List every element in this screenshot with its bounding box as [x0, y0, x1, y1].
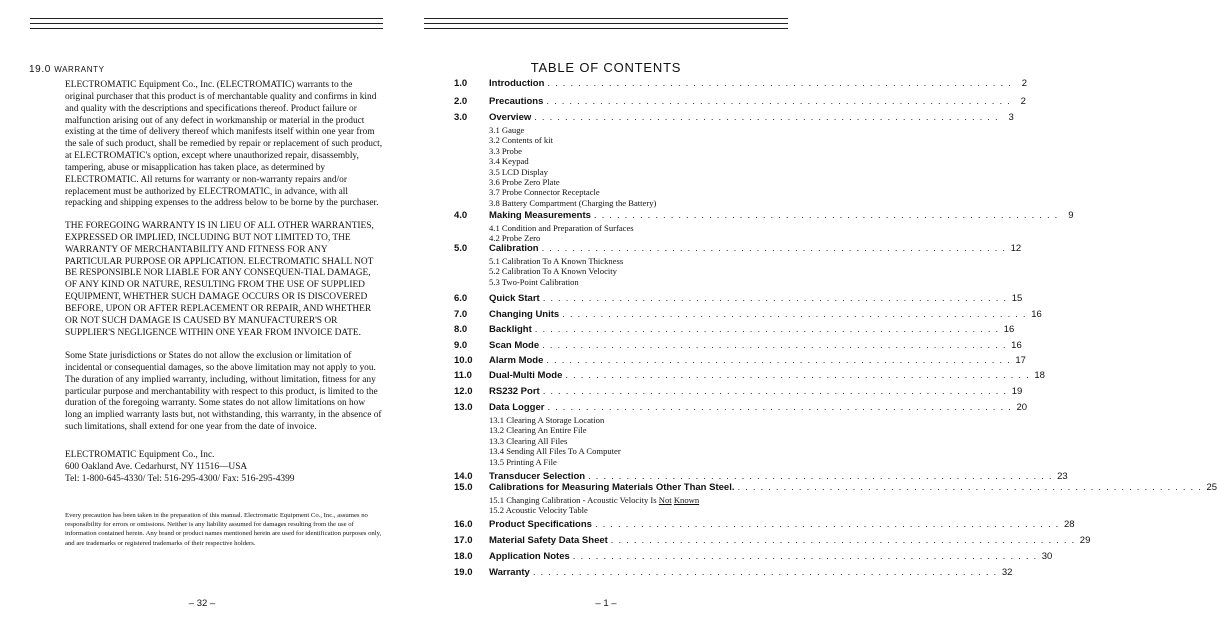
toc-entry-number: 19.0: [454, 567, 473, 578]
toc-heading: TABLE OF CONTENTS: [530, 60, 682, 75]
toc-subentries: [489, 125, 769, 208]
top-rule-2: [30, 23, 383, 24]
toc-entry-page: 19: [1011, 386, 1023, 397]
disclaimer-footnote: Every precaution has been taken in the preparation of this manual. Electromatic Equipment Co., Inc., assumes no responsibility for errors or omissions. Neither is any liability assumed for damages resulting from the use of information contained herein. Any brand or product names mentioned herein are used for identification purposes only, and are trademarks or registered trademarks of their respective holders.: [65, 512, 382, 547]
toc-subentry[interactable]: 3.8 Battery Compartment (Charging the Battery): [489, 197, 657, 208]
left-page: [0, 0, 404, 623]
toc-entry-number: 3.0: [454, 112, 468, 123]
toc-entry-number: 12.0: [454, 386, 473, 397]
toc-entry[interactable]: [454, 209, 1074, 222]
toc-leader-dots: . . . . . . . . . . . . . . . . . . . . . . . . . . . . . . . . . . . . . . . . . . . . . . . . . . . . . . . . . . . . .: [593, 210, 1059, 221]
warranty-section-title: WARRANTY: [54, 65, 105, 74]
toc-leader-dots: . . . . . . . . . . . . . . . . . . . . . . . . . . . . . . . . . . . . . . . . . . . . . . . . . . . . . . . . . . . . .: [610, 535, 1076, 546]
toc-entry-title: Transducer Selection: [489, 471, 586, 482]
toc-entry-number: 7.0: [454, 309, 468, 320]
toc-entry-title: RS232 Port: [489, 386, 540, 397]
toc-entry-page: 16: [1003, 324, 1015, 335]
toc-leader-dots: . . . . . . . . . . . . . . . . . . . . . . . . . . . . . . . . . . . . . . . . . . . . . . . . . . . . . . . . . . . . .: [588, 471, 1053, 482]
toc-entry-number: 10.0: [454, 355, 473, 366]
toc-entry-page: 16: [1031, 309, 1042, 320]
toc-entry[interactable]: [454, 566, 1013, 579]
toc-entry-number: 17.0: [454, 535, 473, 546]
warranty-paragraph-1: [65, 80, 383, 210]
toc-entry-title: Calibration: [489, 243, 539, 254]
address-line-2: 600 Oakland Ave. Cedarhurst, NY 11516—USA: [65, 461, 248, 472]
right-page: [404, 0, 1217, 623]
toc-entry-number: 8.0: [454, 324, 468, 335]
top-rule-1: [424, 18, 788, 19]
toc-entry-title: Warranty: [489, 567, 530, 578]
toc-entry-page: 23: [1057, 471, 1068, 482]
toc-subentries: [489, 495, 769, 516]
toc-entry-number: 18.0: [454, 551, 473, 562]
top-rule-2: [424, 23, 788, 24]
top-rule-1: [30, 18, 383, 19]
toc-subentry[interactable]: 15.1 Changing Calibration - Acoustic Velocity Is Not Known: [489, 495, 700, 505]
toc-leader-dots: . . . . . . . . . . . . . . . . . . . . . . . . . . . . . . . . . . . . . . . . . . . . . . . . . . . . . . . . . . . . .: [542, 293, 1008, 304]
warranty-text-3: Some State jurisdictions or States do not allow the exclusion or limitation of incidental or consequential damages, so the above limitation may not apply to you. The duration of any implied warranty, including, without limitation, fitness for any particular purpose and merchantability with respect to this product, is limited to the duration of the foregoing warranty. Some states do not allow limitations on how long an implied warranty lasts but, not withstanding, this warranty, in the absence of such limitations, shall extend for one year from the date of invoice.: [65, 351, 382, 433]
toc-entry-number: 4.0: [454, 210, 468, 221]
toc-entry-page: 15: [1011, 293, 1023, 304]
toc-entry[interactable]: [454, 308, 1042, 321]
toc-entry-number: 9.0: [454, 340, 468, 351]
left-page-number: – 32 –: [188, 598, 216, 609]
toc-entry-title: Backlight: [489, 324, 532, 335]
toc-leader-dots: . . . . . . . . . . . . . . . . . . . . . . . . . . . . . . . . . . . . . . . . . . . . . . . . . . . . . . . . . . . . .: [546, 355, 1011, 366]
toc-subentry[interactable]: 13.5 Printing A File: [489, 456, 557, 467]
toc-entry[interactable]: [454, 385, 1023, 398]
toc-entry-title: Calibrations for Measuring Materials Other Than Steel.: [489, 482, 735, 493]
toc-entry[interactable]: [454, 111, 1014, 124]
warranty-section-number: 19.0: [29, 64, 51, 75]
toc-entry-number: 13.0: [454, 402, 473, 413]
toc-entry[interactable]: [454, 354, 1026, 367]
toc-entry-page: 30: [1041, 551, 1053, 562]
toc-entry-page: 32: [1001, 567, 1013, 578]
toc-subentry[interactable]: 3.4 Keypad: [489, 156, 529, 167]
toc-leader-dots: . . . . . . . . . . . . . . . . . . . . . . . . . . . . . . . . . . . . . . . . . . . . . . . . . . . . . . . . . . . . .: [572, 551, 1038, 562]
toc-entry[interactable]: [454, 401, 1028, 414]
toc-leader-dots: . . . . . . . . . . . . . . . . . . . . . . . . . . . . . . . . . . . . . . . . . . . . . . . . . . . . . . . . . . . . .: [541, 243, 1007, 254]
toc-entry[interactable]: [454, 481, 1217, 494]
toc-subentry[interactable]: 3.6 Probe Zero Plate: [489, 177, 560, 188]
toc-leader-dots: . . . . . . . . . . . . . . . . . . . . . . . . . . . . . . . . . . . . . . . . . . . . . . . . . . . . . . . . . . . . .: [594, 519, 1060, 530]
toc-entry-page: 29: [1079, 535, 1091, 546]
toc-entry-page: 9: [1068, 210, 1074, 221]
toc-leader-dots: . . . . . . . . . . . . . . . . . . . . . . . . . . . . . . . . . . . . . . . . . . . . . . . . . . . . . . . . . . . . .: [565, 370, 1030, 381]
toc-leader-dots: . . . . . . . . . . . . . . . . . . . . . . . . . . . . . . . . . . . . . . . . . . . . . . . . . . . . . . . . . . . . .: [542, 386, 1008, 397]
toc-entry[interactable]: [454, 518, 1075, 531]
toc-subentry[interactable]: 4.2 Probe Zero: [489, 233, 541, 244]
toc-entry-number: 1.0: [454, 78, 468, 89]
toc-entry-page: 3: [1008, 112, 1014, 123]
toc-leader-dots: . . . . . . . . . . . . . . . . . . . . . . . . . . . . . . . . . . . . . . . . . . . . . . . . . . . . . . . . . . . . .: [547, 78, 1012, 89]
toc-subentry[interactable]: 5.3 Two-Point Calibration: [489, 276, 579, 287]
toc-entry-number: 6.0: [454, 293, 468, 304]
toc-subentry[interactable]: 13.1 Clearing A Storage Location: [489, 415, 605, 425]
toc-entry-page: 28: [1063, 519, 1075, 530]
toc-subentry[interactable]: 3.5 LCD Display: [489, 166, 548, 177]
toc-entry-title: Introduction: [489, 78, 545, 89]
toc-entry-page: 20: [1016, 402, 1028, 413]
toc-subentry[interactable]: 13.4 Sending All Files To A Computer: [489, 446, 621, 457]
toc-subentry[interactable]: 5.2 Calibration To A Known Velocity: [489, 266, 617, 277]
toc-entry-title: Application Notes: [489, 551, 570, 562]
toc-entry-title: Data Logger: [489, 402, 545, 413]
toc-entry-number: 15.0: [454, 482, 473, 493]
toc-subentry[interactable]: 13.3 Clearing All Files: [489, 435, 568, 446]
top-rule-3: [424, 28, 788, 29]
toc-entry[interactable]: [454, 242, 1022, 255]
toc-entry[interactable]: [454, 77, 1027, 90]
toc-subentries: [489, 256, 769, 287]
toc-entry[interactable]: [454, 323, 1015, 336]
toc-entry[interactable]: [454, 534, 1091, 547]
toc-subentry[interactable]: 5.1 Calibration To A Known Thickness: [489, 256, 624, 266]
underlined-word: Known: [673, 495, 700, 505]
toc-entry-page: 17: [1015, 355, 1026, 366]
toc-entry-number: 5.0: [454, 243, 468, 254]
toc-entry-title: Material Safety Data Sheet: [489, 535, 608, 546]
toc-entry[interactable]: [454, 369, 1045, 382]
toc-subentry[interactable]: 13.2 Clearing An Entire File: [489, 425, 587, 436]
toc-leader-dots: . . . . . . . . . . . . . . . . . . . . . . . . . . . . . . . . . . . . . . . . . . . . . . . . . . . . . . . . . . . . .: [547, 402, 1013, 413]
address-line-3: Tel: 1-800-645-4330/ Tel: 516-295-4300/ Fax: 516-295-4399: [65, 473, 295, 484]
toc-leader-dots: . . . . . . . . . . . . . . . . . . . . . . . . . . . . . . . . . . . . . . . . . . . . . . . . . . . . . . . . . . . . .: [562, 309, 1027, 320]
toc-entry-title: Changing Units: [489, 309, 560, 320]
toc-entry[interactable]: [454, 339, 1022, 352]
toc-entry-number: 14.0: [454, 471, 473, 482]
toc-entry-title: Quick Start: [489, 293, 540, 304]
company-address: [65, 450, 383, 486]
toc-leader-dots: . . . . . . . . . . . . . . . . . . . . . . . . . . . . . . . . . . . . . . . . . . . . . . . . . . . . . . . . . . . . .: [737, 482, 1203, 493]
toc-subentry[interactable]: 3.7 Probe Connector Receptacle: [489, 187, 600, 198]
address-line-1: ELECTROMATIC Equipment Co., Inc.: [65, 450, 215, 460]
top-rule-3: [30, 28, 383, 29]
toc-entry-title: Dual-Multi Mode: [489, 370, 563, 381]
toc-subentry[interactable]: 15.2 Acoustic Velocity Table: [489, 505, 588, 516]
toc-leader-dots: . . . . . . . . . . . . . . . . . . . . . . . . . . . . . . . . . . . . . . . . . . . . . . . . . . . . . . . . . . . . .: [542, 340, 1007, 351]
warranty-paragraph-2: [65, 221, 383, 339]
toc-entry[interactable]: [454, 550, 1053, 563]
toc-subentry[interactable]: 3.1 Gauge: [489, 125, 525, 135]
toc-entry-number: 11.0: [454, 370, 472, 381]
warranty-paragraph-3: [65, 351, 383, 434]
underlined-word: Not: [658, 495, 672, 505]
right-page-number: – 1 –: [595, 598, 617, 609]
toc-entry[interactable]: [454, 95, 1026, 108]
toc-entry-number: 2.0: [454, 96, 468, 107]
toc-subentry[interactable]: 4.1 Condition and Preparation of Surfaces: [489, 223, 634, 233]
toc-entry-title: Scan Mode: [489, 340, 540, 351]
toc-entry-title: Overview: [489, 112, 532, 123]
toc-entry-title: Making Measurements: [489, 210, 591, 221]
toc-subentry[interactable]: 3.2 Contents of kit: [489, 135, 553, 146]
toc-entry-title: Product Specifications: [489, 519, 592, 530]
toc-entry-title: Precautions: [489, 96, 544, 107]
toc-entry-page: 2: [1020, 96, 1026, 107]
warranty-text-1: ELECTROMATIC Equipment Co., Inc. (ELECTROMATIC) warrants to the original purchaser that this product is of merchantable quality and confirms in kind and quality with the descriptions and specifications thereof. Product failure or malfunction arising out of any defect in workmanship or material in the product existing at the time of delivery thereof which manifests itself within one year from the sale of such product, shall be remedied by repair or replacement of such product, at ELECTROMATIC's option, except where unauthorized repair, disassembly, tampering, abuse or misapplication has taken place, as determined by ELECTROMATIC. All returns for warranty or non-warranty repairs and/or replacement must be authorized by ELECTROMATIC, in advance, with all repacking and shipping expenses to the address below to be borne by the purchaser.: [65, 80, 383, 209]
toc-entry-number: 16.0: [454, 519, 473, 530]
toc-subentry[interactable]: 3.3 Probe: [489, 145, 522, 156]
toc-subentries: [489, 223, 769, 244]
toc-leader-dots: . . . . . . . . . . . . . . . . . . . . . . . . . . . . . . . . . . . . . . . . . . . . . . . . . . . . . . . . . . . . .: [532, 567, 998, 578]
warranty-heading: [29, 64, 105, 75]
toc-entry-page: 12: [1010, 243, 1022, 254]
toc-entry-page: 2: [1021, 78, 1027, 89]
toc-leader-dots: . . . . . . . . . . . . . . . . . . . . . . . . . . . . . . . . . . . . . . . . . . . . . . . . . . . . . . . . . . . . .: [534, 112, 999, 123]
warranty-text-2: THE FOREGOING WARRANTY IS IN LIEU OF ALL OTHER WARRANTIES, EXPRESSED OR IMPLIED, INCLUDING BUT NOT LIMITED TO, THE WARRANTY OF MERCHANTABILITY AND FITNESS FOR ANY PARTICULAR PURPOSE OR APPLICATION. ELECTROMATIC SHALL NOT BE RESPONSIBLE NOR LIABLE FOR ANY CONSEQUEN-TIAL DAMAGE, OF ANY KIND OR NATURE, RESULTING FROM THE USE OF SUPPLIED EQUIPMENT, WHETHER SUCH DAMAGE OCCURS OR IS DISCOVERED BEFORE, UPON OR AFTER REPLACEMENT OR REPAIR, AND WHETHER OR NOT SUCH DAMAGE IS CAUSED BY MANUFACTURER'S OR SUPPLIER'S NEGLIGENCE WITHIN ONE YEAR FROM INVOICE DATE.: [65, 221, 374, 338]
toc-entry-page: 18: [1034, 370, 1045, 381]
toc-entry-title: Alarm Mode: [489, 355, 544, 366]
toc-subentries: [489, 415, 769, 467]
toc-entry-page: 16: [1011, 340, 1022, 351]
toc-entry[interactable]: [454, 292, 1023, 305]
toc-leader-dots: . . . . . . . . . . . . . . . . . . . . . . . . . . . . . . . . . . . . . . . . . . . . . . . . . . . . . . . . . . . . .: [534, 324, 1000, 335]
toc-entry-page: 25: [1206, 482, 1217, 493]
toc-leader-dots: . . . . . . . . . . . . . . . . . . . . . . . . . . . . . . . . . . . . . . . . . . . . . . . . . . . . . . . . . . . . .: [546, 96, 1011, 107]
